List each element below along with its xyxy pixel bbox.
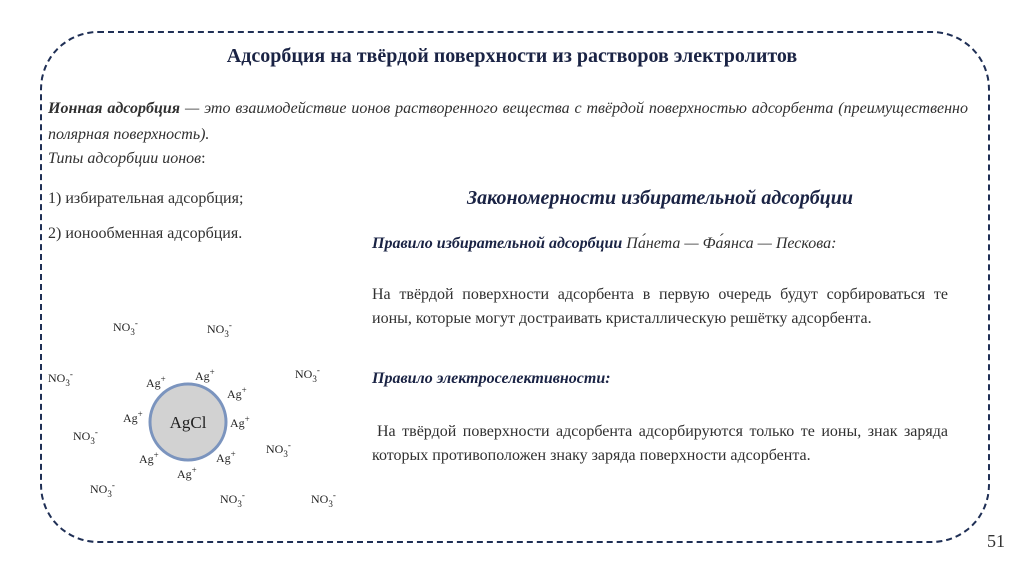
no3-ion-4: $NO_3^-$: [295, 365, 320, 384]
definition-paragraph: [48, 96, 968, 148]
type-item-ion-exchange: 2) ионообменная адсорбция.: [48, 225, 243, 242]
types-heading: [48, 150, 206, 168]
no3-ion-3: $NO_3^-$: [48, 369, 73, 388]
rule1-authors: Па́нета — Фа́янса — Пескова:: [622, 235, 837, 252]
ag-ion-2: Ag+: [195, 367, 215, 383]
definition-term: Ионная адсорбция: [48, 100, 181, 117]
types-colon: :: [201, 150, 206, 167]
agcl-micelle-diagram: [40, 310, 360, 520]
ag-ion-8: Ag+: [216, 449, 236, 465]
no3-ion-7: $NO_3^-$: [90, 480, 115, 499]
regularities-title: Закономерности избирательной адсорбции: [466, 187, 854, 209]
ag-ion-4: Ag+: [123, 409, 143, 425]
rule1-text: На твёрдой поверхности адсорбента в первую очередь будут сорбироваться те ионы, которые могут достраивать кристаллическую решётку адсорбента.: [372, 286, 948, 327]
rule2-text: На твёрдой поверхности адсорбента адсорбируются только те ионы, знак заряда которых противоположен знаку заряда поверхности адсорбента.: [372, 423, 948, 464]
rule2-heading: Правило электроселективности:: [372, 370, 611, 387]
agcl-core-label: AgCl: [169, 413, 207, 432]
page-number: 51: [987, 531, 1005, 551]
ag-ion-1: Ag+: [146, 374, 166, 390]
ag-ion-7: Ag+: [177, 465, 197, 481]
no3-ion-8: $NO_3^-$: [220, 490, 245, 509]
ag-ion-5: Ag+: [230, 414, 250, 430]
slide-title: Адсорбция на твёрдой поверхности из растворов электролитов: [226, 45, 798, 67]
rule1-heading: [372, 235, 836, 253]
ag-ion-3: Ag+: [227, 385, 247, 401]
no3-ion-2: $NO_3^-$: [207, 320, 232, 339]
no3-ion-6: $NO_3^-$: [266, 440, 291, 459]
no3-ion-5: $NO_3^-$: [73, 427, 98, 446]
no3-ion-9: $NO_3^-$: [311, 490, 336, 509]
ag-ion-6: Ag+: [139, 450, 159, 466]
type-item-selective: 1) избирательная адсорбция;: [48, 190, 244, 207]
rule1-name: Правило избирательной адсорбции: [372, 235, 623, 252]
no3-ion-1: $NO_3^-$: [113, 318, 138, 337]
definition-text: — это взаимодействие ионов растворенного вещества с твёрдой поверхностью адсорбента (преимущественно полярная поверхность).: [48, 100, 968, 143]
types-label: Типы адсорбции ионов: [48, 150, 202, 167]
